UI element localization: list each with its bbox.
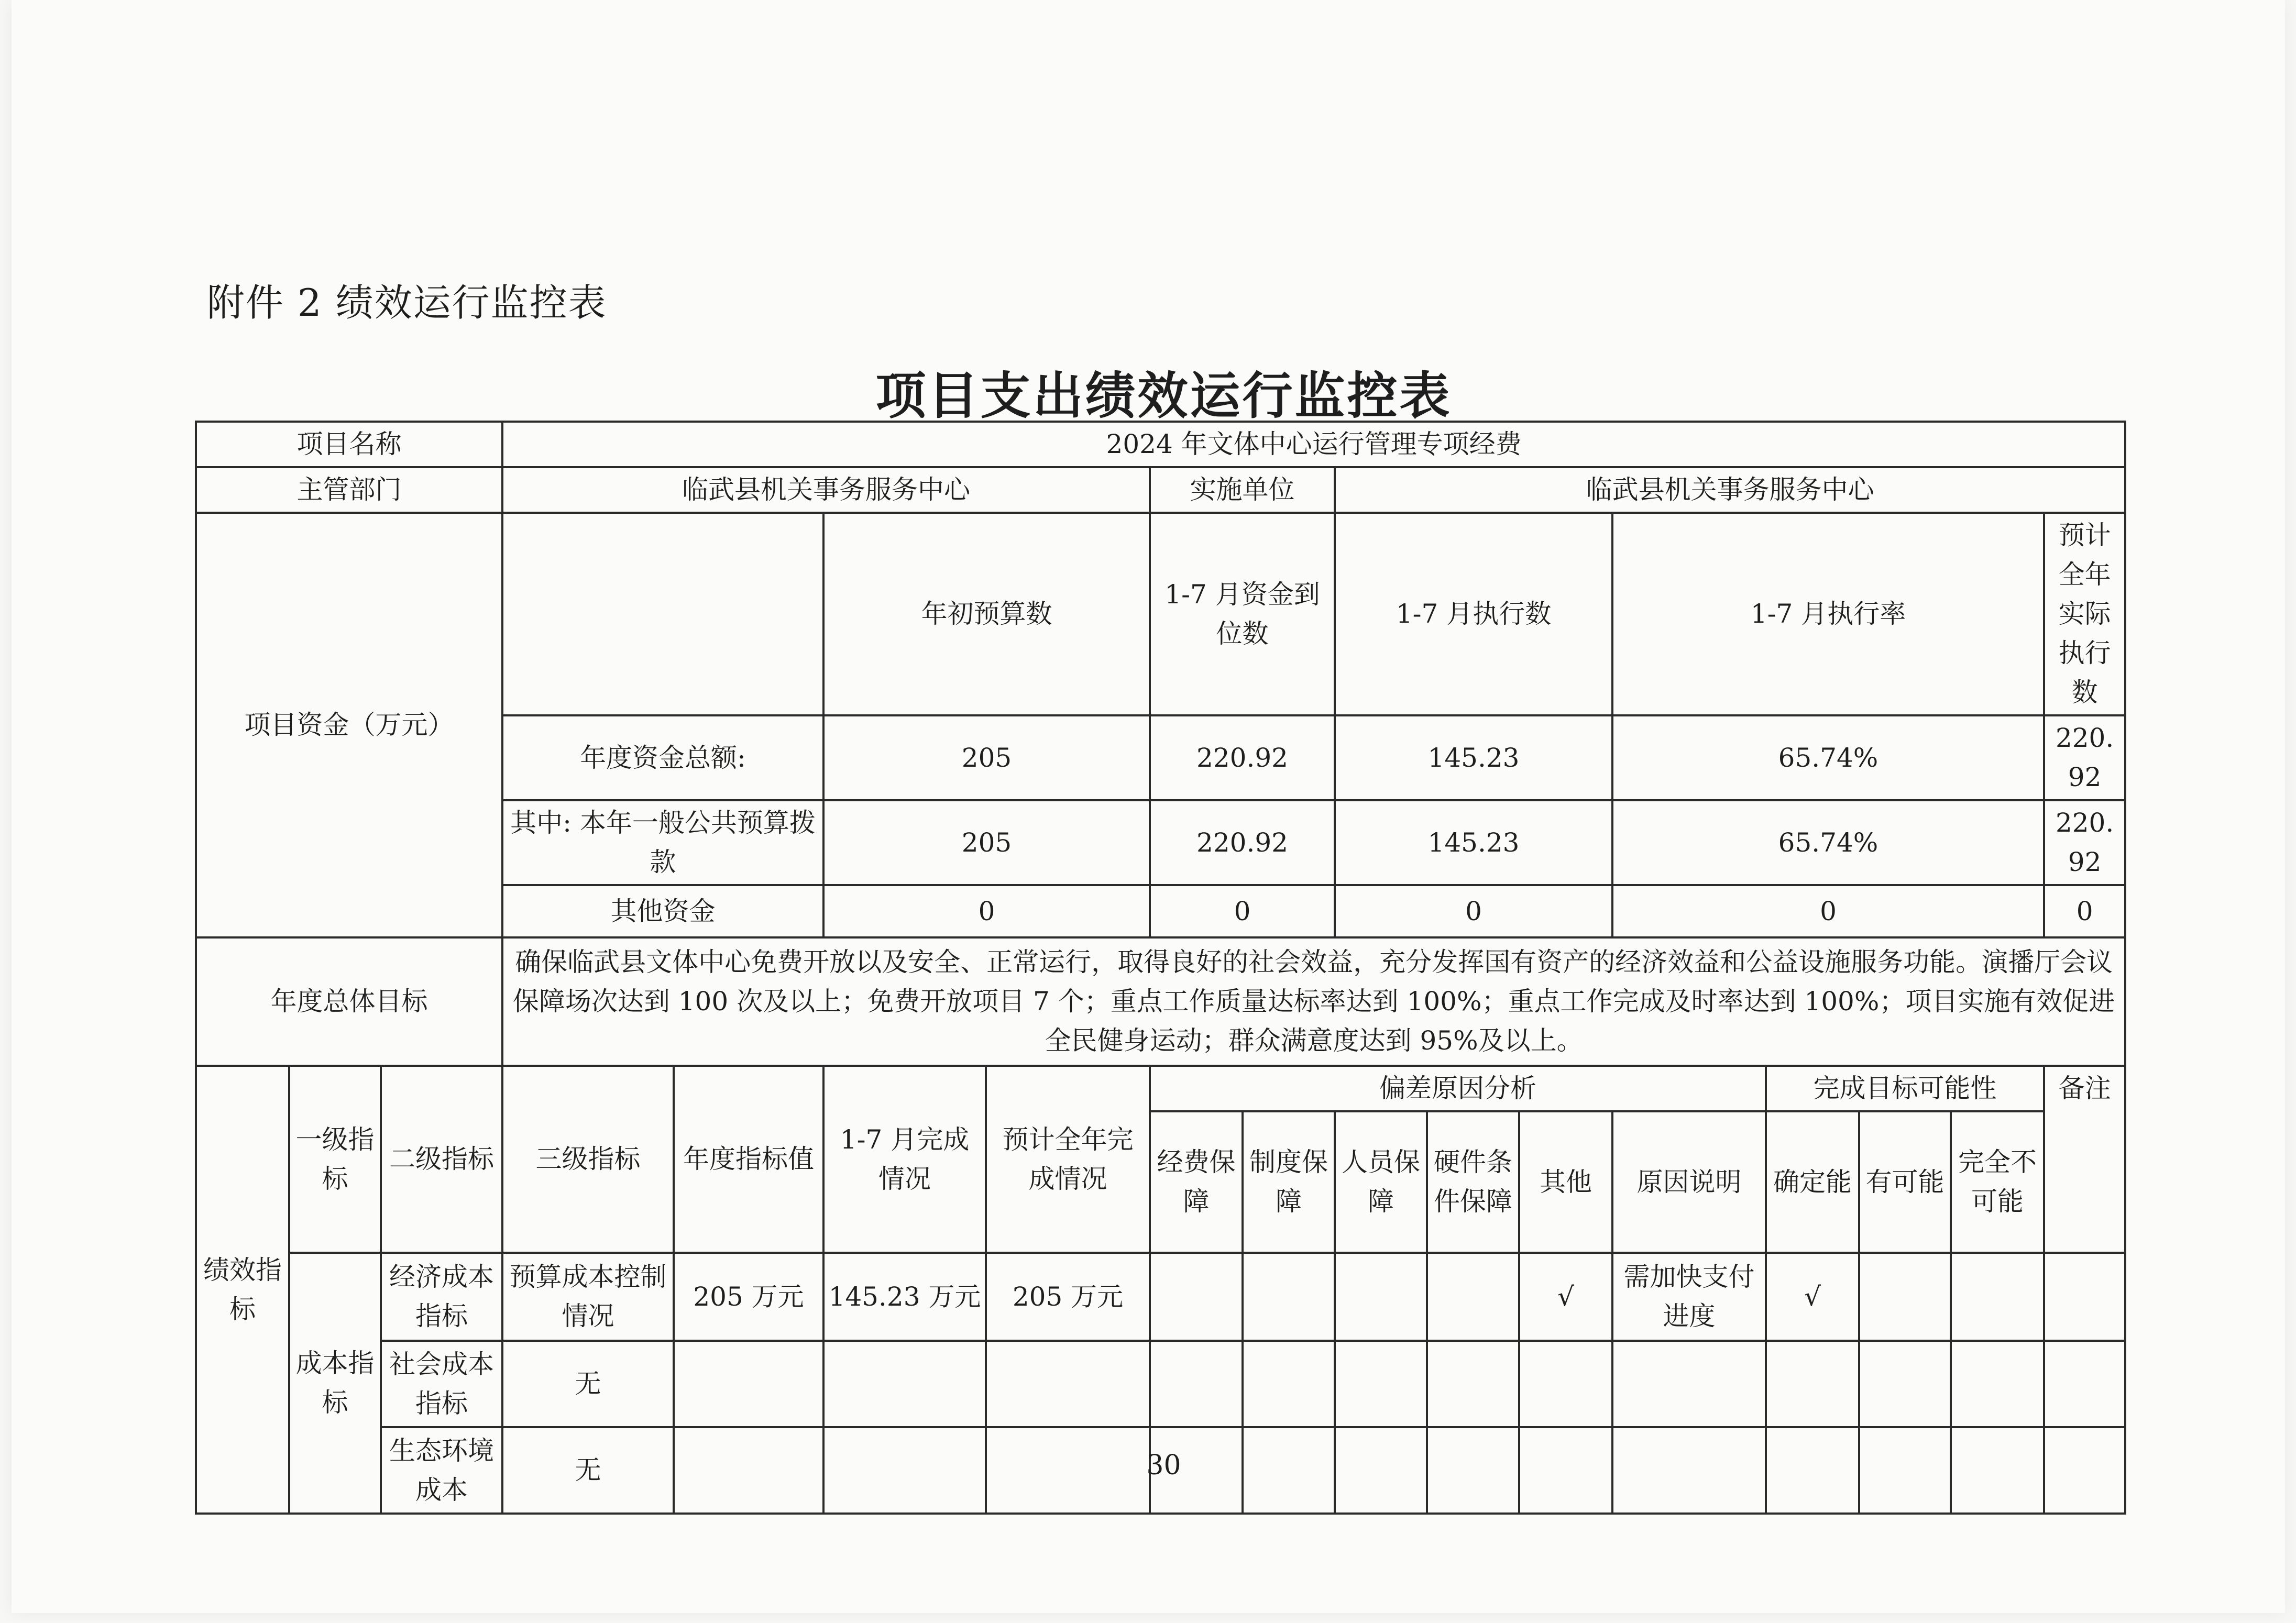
system-cell xyxy=(1243,1253,1335,1341)
funds-executed-value: 0 xyxy=(1335,885,1612,937)
header-maybe: 有可能 xyxy=(1859,1111,1951,1253)
annual-goal-label: 年度总体目标 xyxy=(196,937,502,1066)
level3-value: 无 xyxy=(502,1341,674,1427)
funds-label: 项目资金（万元） xyxy=(196,513,502,937)
level2-value: 经济成本指标 xyxy=(381,1253,502,1341)
funds-budget-value: 205 xyxy=(823,715,1150,800)
indicator-row-social xyxy=(196,1341,2125,1427)
funds-row-label: 年度资金总额: xyxy=(502,715,823,800)
target-value: 205 万元 xyxy=(674,1253,823,1341)
header-level2: 二级指标 xyxy=(381,1066,502,1253)
header-level3: 三级指标 xyxy=(502,1066,674,1253)
header-done: 1-7 月完成情况 xyxy=(823,1066,986,1253)
funds-rate-value: 65.74% xyxy=(1612,715,2044,800)
funds-budget-value: 205 xyxy=(823,800,1150,885)
funding-cell xyxy=(1150,1341,1243,1427)
maybe-cell xyxy=(1859,1341,1951,1427)
department-row xyxy=(196,467,2125,513)
target-cell xyxy=(674,1341,823,1427)
header-impossible: 完全不可能 xyxy=(1951,1111,2044,1253)
sure-cell xyxy=(1766,1341,1859,1427)
header-deviation: 偏差原因分析 xyxy=(1150,1066,1766,1111)
funds-header-blank xyxy=(502,513,823,715)
funds-header-row xyxy=(196,513,2125,715)
header-executed: 1-7 月执行数 xyxy=(1335,513,1612,715)
level3-value: 无 xyxy=(502,1427,674,1514)
funds-forecast-value: 220.92 xyxy=(2044,715,2125,800)
header-remark: 备注 xyxy=(2044,1066,2125,1253)
cost-indicator-label: 成本指标 xyxy=(289,1253,381,1514)
funds-executed-value: 145.23 xyxy=(1335,800,1612,885)
header-funding: 经费保障 xyxy=(1150,1111,1243,1253)
indicator-header-row-1 xyxy=(196,1066,2125,1111)
project-name-label: 项目名称 xyxy=(196,422,502,467)
monitoring-table xyxy=(195,421,2126,1515)
funding-cell xyxy=(1150,1253,1243,1341)
hardware-cell xyxy=(1427,1253,1519,1341)
reason-value: 需加快支付进度 xyxy=(1612,1253,1766,1341)
table-title: 项目支出绩效运行监控表 xyxy=(875,366,1452,425)
funds-arrived-value: 0 xyxy=(1150,885,1335,937)
header-rate: 1-7 月执行率 xyxy=(1612,513,2044,715)
department-value: 临武县机关事务服务中心 xyxy=(502,467,1150,513)
funds-executed-value: 145.23 xyxy=(1335,715,1612,800)
header-forecast: 预计全年实际执行数 xyxy=(2044,513,2125,715)
header-arrived: 1-7 月资金到位数 xyxy=(1150,513,1335,715)
header-staff: 人员保障 xyxy=(1335,1111,1427,1253)
remark-cell xyxy=(2044,1253,2125,1341)
project-name-value: 2024 年文体中心运行管理专项经费 xyxy=(502,422,2125,467)
header-target: 年度指标值 xyxy=(674,1066,823,1253)
other-check: √ xyxy=(1519,1253,1612,1341)
level2-value: 社会成本指标 xyxy=(381,1341,502,1427)
annual-goal-text: 确保临武县文体中心免费开放以及安全、正常运行，取得良好的社会效益，充分发挥国有资产的经济效益和公益设施服务功能。演播厅会议保障场次达到 100 次及以上；免费开放项目 7 个；重点工作质量达标率达到 100%；重点工作完成及时率达到 100%；项目实施有效促进全民健身运动；群众满意度达到 95%及以上。 xyxy=(502,937,2125,1066)
indicator-row-economic xyxy=(196,1253,2125,1341)
done-value: 145.23 万元 xyxy=(823,1253,986,1341)
performance-indicator-label: 绩效指标 xyxy=(196,1066,289,1514)
remark-cell xyxy=(2044,1341,2125,1427)
project-name-row xyxy=(196,422,2125,467)
funds-arrived-value: 220.92 xyxy=(1150,715,1335,800)
department-label: 主管部门 xyxy=(196,467,502,513)
forecast-cell xyxy=(986,1341,1150,1427)
funds-rate-value: 65.74% xyxy=(1612,800,2044,885)
level3-value: 预算成本控制情况 xyxy=(502,1253,674,1341)
header-reason: 原因说明 xyxy=(1612,1111,1766,1253)
header-forecast-completion: 预计全年完成情况 xyxy=(986,1066,1150,1253)
annual-goal-row xyxy=(196,937,2125,1066)
header-sure: 确定能 xyxy=(1766,1111,1859,1253)
annex-title: 附件 2 绩效运行监控表 xyxy=(207,281,607,325)
forecast-value: 205 万元 xyxy=(986,1253,1150,1341)
maybe-cell xyxy=(1859,1253,1951,1341)
header-budget: 年初预算数 xyxy=(823,513,1150,715)
implementer-label: 实施单位 xyxy=(1150,467,1335,513)
funds-arrived-value: 220.92 xyxy=(1150,800,1335,885)
funds-row-label: 其他资金 xyxy=(502,885,823,937)
system-cell xyxy=(1243,1341,1335,1427)
funds-forecast-value: 220.92 xyxy=(2044,800,2125,885)
level2-value: 生态环境成本 xyxy=(381,1427,502,1514)
staff-cell xyxy=(1335,1253,1427,1341)
staff-cell xyxy=(1335,1341,1427,1427)
hardware-cell xyxy=(1427,1341,1519,1427)
page-number: 30 xyxy=(1146,1450,1181,1481)
funds-forecast-value: 0 xyxy=(2044,885,2125,937)
done-cell xyxy=(823,1341,986,1427)
funds-rate-value: 0 xyxy=(1612,885,2044,937)
header-system: 制度保障 xyxy=(1243,1111,1335,1253)
implementer-value: 临武县机关事务服务中心 xyxy=(1335,467,2125,513)
other-cell xyxy=(1519,1341,1612,1427)
header-other: 其他 xyxy=(1519,1111,1612,1253)
impossible-cell xyxy=(1951,1341,2044,1427)
impossible-cell xyxy=(1951,1253,2044,1341)
header-hardware: 硬件条件保障 xyxy=(1427,1111,1519,1253)
funds-budget-value: 0 xyxy=(823,885,1150,937)
sure-check: √ xyxy=(1766,1253,1859,1341)
funds-row-label: 其中: 本年一般公共预算拨款 xyxy=(502,800,823,885)
header-level1: 一级指标 xyxy=(289,1066,381,1253)
reason-cell xyxy=(1612,1341,1766,1427)
header-possibility: 完成目标可能性 xyxy=(1766,1066,2044,1111)
